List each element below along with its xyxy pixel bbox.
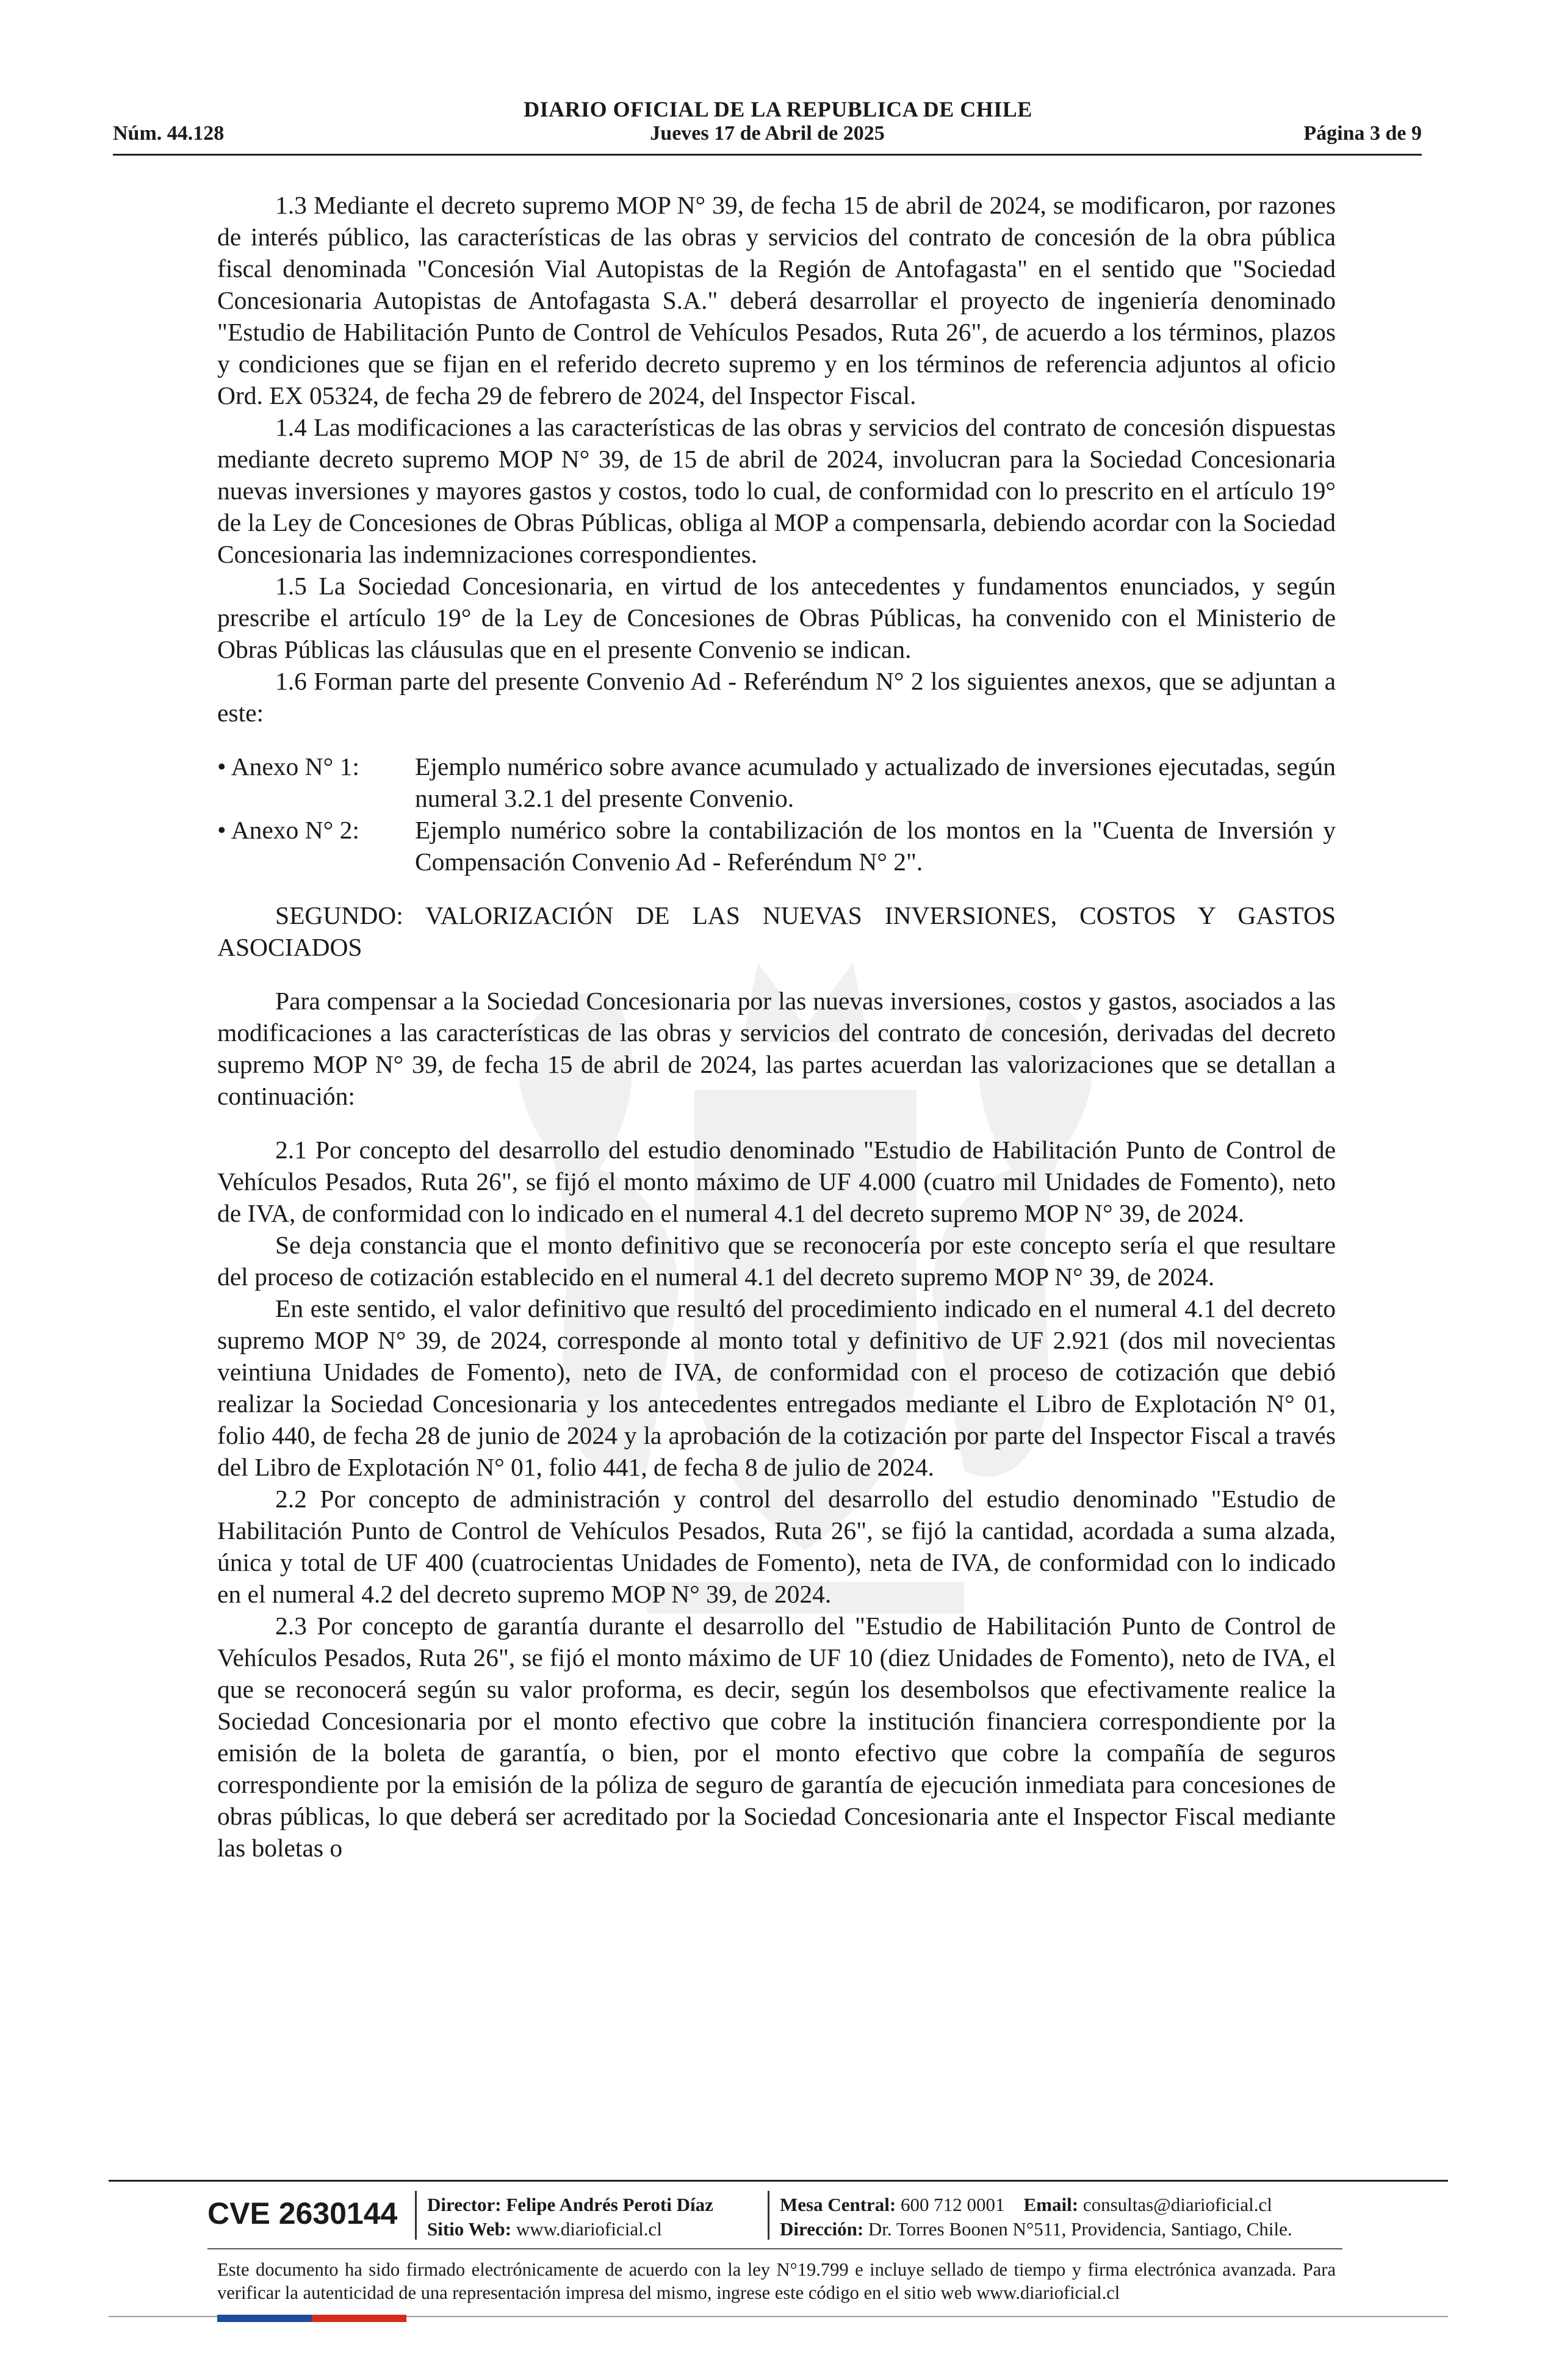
- issue-number: Núm. 44.128: [113, 122, 225, 145]
- publication-title: DIARIO OFICIAL DE LA REPUBLICA DE CHILE: [524, 97, 1032, 121]
- footer-separator: [415, 2191, 417, 2240]
- annex-text: Ejemplo numérico sobre avance acumulado y actualizado de inversiones ejecutadas, según numeral 3.2.1 del presente Convenio.: [415, 752, 1336, 812]
- paragraph-1-6: 1.6 Forman parte del presente Convenio Ad - Referéndum N° 2 los siguientes anexos, que se adjuntan a este:: [217, 667, 1336, 727]
- director-name: Felipe Andrés Peroti Díaz: [506, 2194, 713, 2215]
- director-label: Director:: [427, 2194, 502, 2215]
- flag-red-band: [312, 2315, 406, 2322]
- annex-label: • Anexo N° 1:: [217, 752, 359, 781]
- website-link[interactable]: www.diarioficial.cl: [516, 2218, 662, 2240]
- section-intro: Para compensar a la Sociedad Concesionaria por las nuevas inversiones, costos y gastos, asociados a las modificaciones a las características de las obras y servicios del contrato de concesión, derivadas del decreto supremo MOP N° 39, de fecha 15 de abril de 2024, las partes acuerdan las valorizaciones que se detallan a continuación:: [217, 987, 1336, 1110]
- signature-disclaimer: Este documento ha sido firmado electrónicamente de acuerdo con la ley N°19.799 e incluye sellado de tiempo y firma electrónica avanzada. Para verificar la autenticidad de una representación impresa del mismo, ingrese este código en el sitio web www.diarioficial.cl: [217, 2259, 1336, 2303]
- annex-label: • Anexo N° 2:: [217, 816, 359, 844]
- flag-stripe: [217, 2315, 406, 2322]
- publication-date: Jueves 17 de Abril de 2025: [650, 122, 885, 145]
- email-label: Email:: [1023, 2194, 1079, 2215]
- flag-blue-band: [217, 2315, 312, 2322]
- address-label: Dirección:: [780, 2218, 864, 2240]
- footer-separator: [768, 2191, 769, 2240]
- mesa-label: Mesa Central:: [780, 2194, 896, 2215]
- annex-text: Ejemplo numérico sobre la contabilización de los montos en la "Cuenta de Inversión y Compensación Convenio Ad - Referéndum N° 2".: [415, 816, 1336, 876]
- footer-divider: [109, 2180, 1448, 2182]
- footer-contact-left: [427, 2193, 713, 2241]
- footer-contact-right: [780, 2193, 1292, 2241]
- mesa-phone: 600 712 0001: [901, 2194, 1005, 2215]
- paragraph-2-1: 2.1 Por concepto del desarrollo del estudio denominado "Estudio de Habilitación Punto de Control de Vehículos Pesados, Ruta 26", se fijó el monto máximo de UF 4.000 (cuatro mil Unidades de Fomento), neto de IVA, de conformidad con lo indicado en el numeral 4.1 del decreto supremo MOP N° 39, de 2024.: [217, 1136, 1336, 1227]
- annex-item: [217, 814, 1336, 878]
- paragraph-1-5: 1.5 La Sociedad Concesionaria, en virtud de los antecedentes y fundamentos enunciados, y según prescribe el artículo 19° de la Ley de Concesiones de Obras Públicas, ha convenido con el Ministerio de Obras Públicas las cláusulas que en el presente Convenio se indican.: [217, 572, 1336, 663]
- paragraph-2-1-b: Se deja constancia que el monto definitivo que se reconocería por este concepto sería el que resultare del proceso de cotización establecido en el numeral 4.1 del decreto supremo MOP N° 39, de 2024.: [217, 1231, 1336, 1291]
- address-text: Dr. Torres Boonen N°511, Providencia, Santiago, Chile.: [868, 2218, 1292, 2240]
- cve-code: CVE 2630144: [207, 2196, 398, 2230]
- header-row: [113, 122, 1422, 149]
- paragraph-2-2: 2.2 Por concepto de administración y control del desarrollo del estudio denominado "Estudio de Habilitación Punto de Control de Vehículos Pesados, Ruta 26", se fijó la cantidad, acordada a suma alzada, única y total de UF 400 (cuatrocientas Unidades de Fomento), neta de IVA, de conformidad con lo indicado en el numeral 4.2 del decreto supremo MOP N° 39, de 2024.: [217, 1485, 1336, 1608]
- header-divider: [113, 154, 1422, 156]
- section-heading: SEGUNDO: VALORIZACIÓN DE LAS NUEVAS INVERSIONES, COSTOS Y GASTOS ASOCIADOS: [217, 901, 1336, 961]
- footer-inner-divider: [207, 2248, 1342, 2249]
- paragraph-1-4: 1.4 Las modificaciones a las características de las obras y servicios del contrato de concesión dispuestas mediante decreto supremo MOP N° 39, de 15 de abril de 2024, involucran para la Sociedad Concesionaria nuevas inversiones y mayores gastos y costos, todo lo cual, de conformidad con lo prescrito en el artículo 19° de la Ley de Concesiones de Obras Públicas, obliga al MOP a compensarla, debiendo acordar con la Sociedad Concesionaria las indemnizaciones correspondientes.: [217, 413, 1336, 568]
- paragraph-2-1-c: En este sentido, el valor definitivo que resultó del procedimiento indicado en el numeral 4.1 del decreto supremo MOP N° 39, de 2024, corresponde al monto total y definitivo de UF 2.921 (dos mil novecientas veintiuna Unidades de Fomento), neto de IVA, de conformidad con el proceso de cotización que debió realizar la Sociedad Concesionaria y los antecedentes entregados mediante el Libro de Explotación N° 01, folio 440, de fecha 28 de junio de 2024 y la aprobación de la cotización por parte del Inspector Fiscal a través del Libro de Explotación N° 01, folio 441, de fecha 8 de julio de 2024.: [217, 1294, 1336, 1481]
- annex-item: [217, 751, 1336, 814]
- paragraph-2-3: 2.3 Por concepto de garantía durante el desarrollo del "Estudio de Habilitación Punto de Control de Vehículos Pesados, Ruta 26", se fijó el monto máximo de UF 10 (diez Unidades de Fomento), neto de IVA, el que se reconocerá según su valor proforma, es decir, según los desembolsos que efectivamente realice la Sociedad Concesionaria por el monto efectivo que cobre la institución financiera correspondiente por la emisión de la boleta de garantía, o bien, por el monto efectivo que cobre la compañía de seguros correspondiente por la emisión de la póliza de seguro de garantía de ejecución inmediata para concesiones de obras públicas, lo que deberá ser acreditado por la Sociedad Concesionaria ante el Inspector Fiscal mediante las boletas o: [217, 1612, 1336, 1862]
- website-label: Sitio Web:: [427, 2218, 512, 2240]
- page-number: Página 3 de 9: [1303, 122, 1422, 145]
- document-body: [217, 189, 1336, 1864]
- email-link[interactable]: consultas@diarioficial.cl: [1082, 2194, 1272, 2215]
- paragraph-1-3: 1.3 Mediante el decreto supremo MOP N° 39, de fecha 15 de abril de 2024, se modificaron, por razones de interés público, las características de las obras y servicios del contrato de concesión de la obra pública fiscal denominada "Concesión Vial Autopistas de la Región de Antofagasta" en el sentido que "Sociedad Concesionaria Autopistas de Antofagasta S.A." deberá desarrollar el proyecto de ingeniería denominado "Estudio de Habilitación Punto de Control de Vehículos Pesados, Ruta 26", de acuerdo a los términos, plazos y condiciones que se fijan en el referido decreto supremo y en los términos de referencia adjuntos al oficio Ord. EX 05324, de fecha 29 de febrero de 2024, del Inspector Fiscal.: [217, 191, 1336, 409]
